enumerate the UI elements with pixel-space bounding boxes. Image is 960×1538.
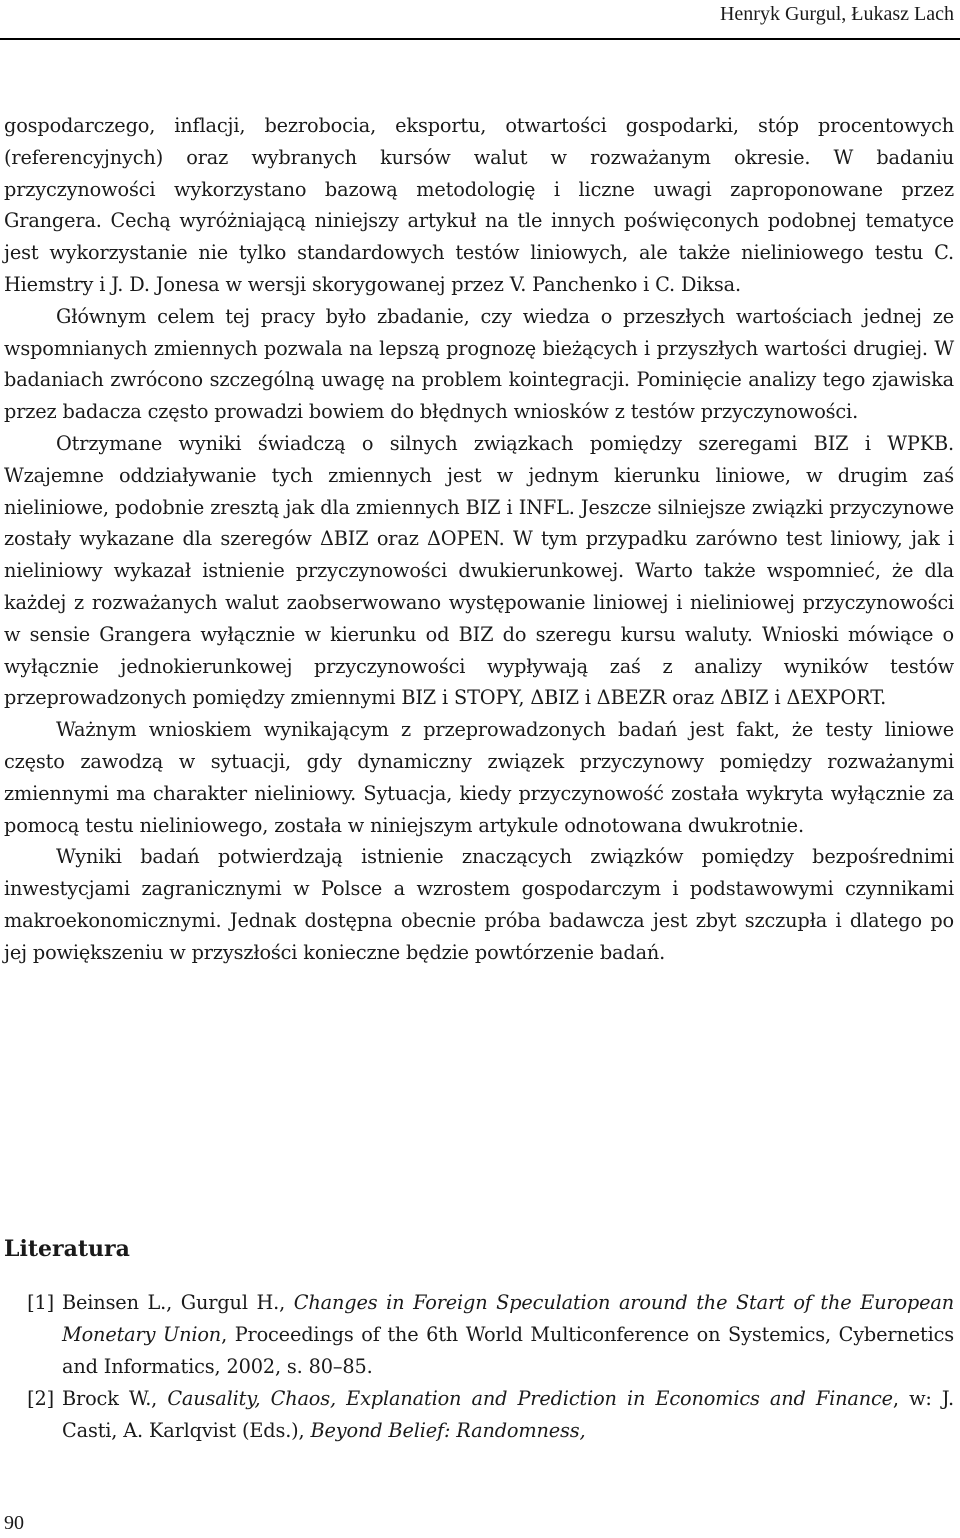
reference-title: Causality, Chaos, Explanation and Prediction in Economics and Finance [167,1387,893,1410]
references-list [4,1287,954,1447]
paragraph: Otrzymane wyniki świadczą o silnych związkach pomiędzy szeregami BIZ i WPKB. Wzajemne oddziaływanie tych zmiennych jest w jednym kierunku liniowe, w drugim zaś nieliniowe, podobnie zresztą jak dla zmiennych BIZ i INFL. Jeszcze silniejsze związki przyczynowe zostały wykazane dla szeregów ΔBIZ oraz ΔOPEN. W tym przypadku zarówno test liniowy, jak i nieliniowy wykazał istnienie przyczynowości dwukierunkowej. Warto także wspomnieć, że dla każdej z rozważanych walut zaobserwowano występowanie liniowej i nieliniowej przyczynowości w sensie Grangera wyłącznie w kierunku od BIZ do szeregu kursu waluty. Wnioski mówiące o wyłącznie jednokierunkowej przyczynowości wypływają zaś z analizy wyników testów przeprowadzonych pomiędzy zmiennymi BIZ i STOPY, ΔBIZ i ΔBEZR oraz ΔBIZ i ΔEXPORT. [4,431,954,710]
reference-text [62,1287,954,1383]
reference-item [4,1383,954,1447]
page-number: 90 [4,1512,24,1534]
reference-number: [1] [27,1291,54,1314]
references-heading: Literatura [4,1236,130,1262]
reference-text [62,1383,954,1447]
header-author: Henryk Gurgul, Łukasz Lach [719,3,954,25]
reference-details: , Proceedings of the 6th World Multiconference on Systemics, Cybernetics and Informatics, 2002, s. 80–85. [62,1323,954,1378]
paragraph: Wyniki badań potwierdzają istnienie znaczących związków pomiędzy bezpośrednimi inwestycjami zagranicznymi w Polsce a wzrostem gospodarczym i podstawowymi czynnikami makroekonomicznymi. Jednak dostępna obecnie próba badawcza jest zbyt szczupła i dlatego po jej powiększeniu w przyszłości konieczne będzie powtórzenie badań. [4,845,954,964]
paragraph: Głównym celem tej pracy było zbadanie, czy wiedza o przeszłych wartościach jednej ze wspomnianych zmiennych pozwala na lepszą prognozę bieżących i przyszłych wartości drugiej. W badaniach zwrócono szczególną uwagę na problem kointegracji. Pominięcie analizy tego zjawiska przez badacza często prowadzi bowiem do błędnych wniosków z testów przyczynowości. [4,304,954,424]
reference-item [4,1287,954,1383]
body-text [4,110,954,969]
reference-authors: Beinsen L., Gurgul H., [62,1291,294,1314]
reference-number: [2] [27,1387,54,1410]
reference-details: , w: J. Casti, A. Karlqvist (Eds.), [62,1387,954,1442]
reference-authors: Brock W., [62,1387,168,1410]
paragraph: gospodarczego, inflacji, bezrobocia, eksportu, otwartości gospodarki, stóp procentowych (referencyjnych) oraz wybranych kursów walut w rozważanym okresie. W badaniu przyczynowości wykorzystano bazową metodologię i liczne uwagi zaproponowane przez Grangera. Cechą wyróżniającą niniejszy artykuł na tle innych poświęconych podobnej tematyce jest wykorzystanie nie tylko standardowych testów liniowych, ale także nieliniowego testu C. Hiemstry i J. D. Jonesa w wersji skorygowanej przez V. Panchenko i C. Diksa. [4,114,954,296]
paragraph: Ważnym wnioskiem wynikającym z przeprowadzonych badań jest fakt, że testy liniowe często zawodzą w sytuacji, gdy dynamiczny związek przyczynowy pomiędzy rozważanymi zmiennymi ma charakter nieliniowy. Sytuacja, kiedy przyczynowość została wykryta wyłącznie za pomocą testu nieliniowego, została w niniejszym artykule odnotowana dwukrotnie. [4,718,954,837]
running-header [0,0,960,40]
reference-book-title: Beyond Belief: Randomness, [310,1419,586,1442]
reference-title: Changes in Foreign Speculation around the Start of the European Monetary Union [62,1291,954,1346]
